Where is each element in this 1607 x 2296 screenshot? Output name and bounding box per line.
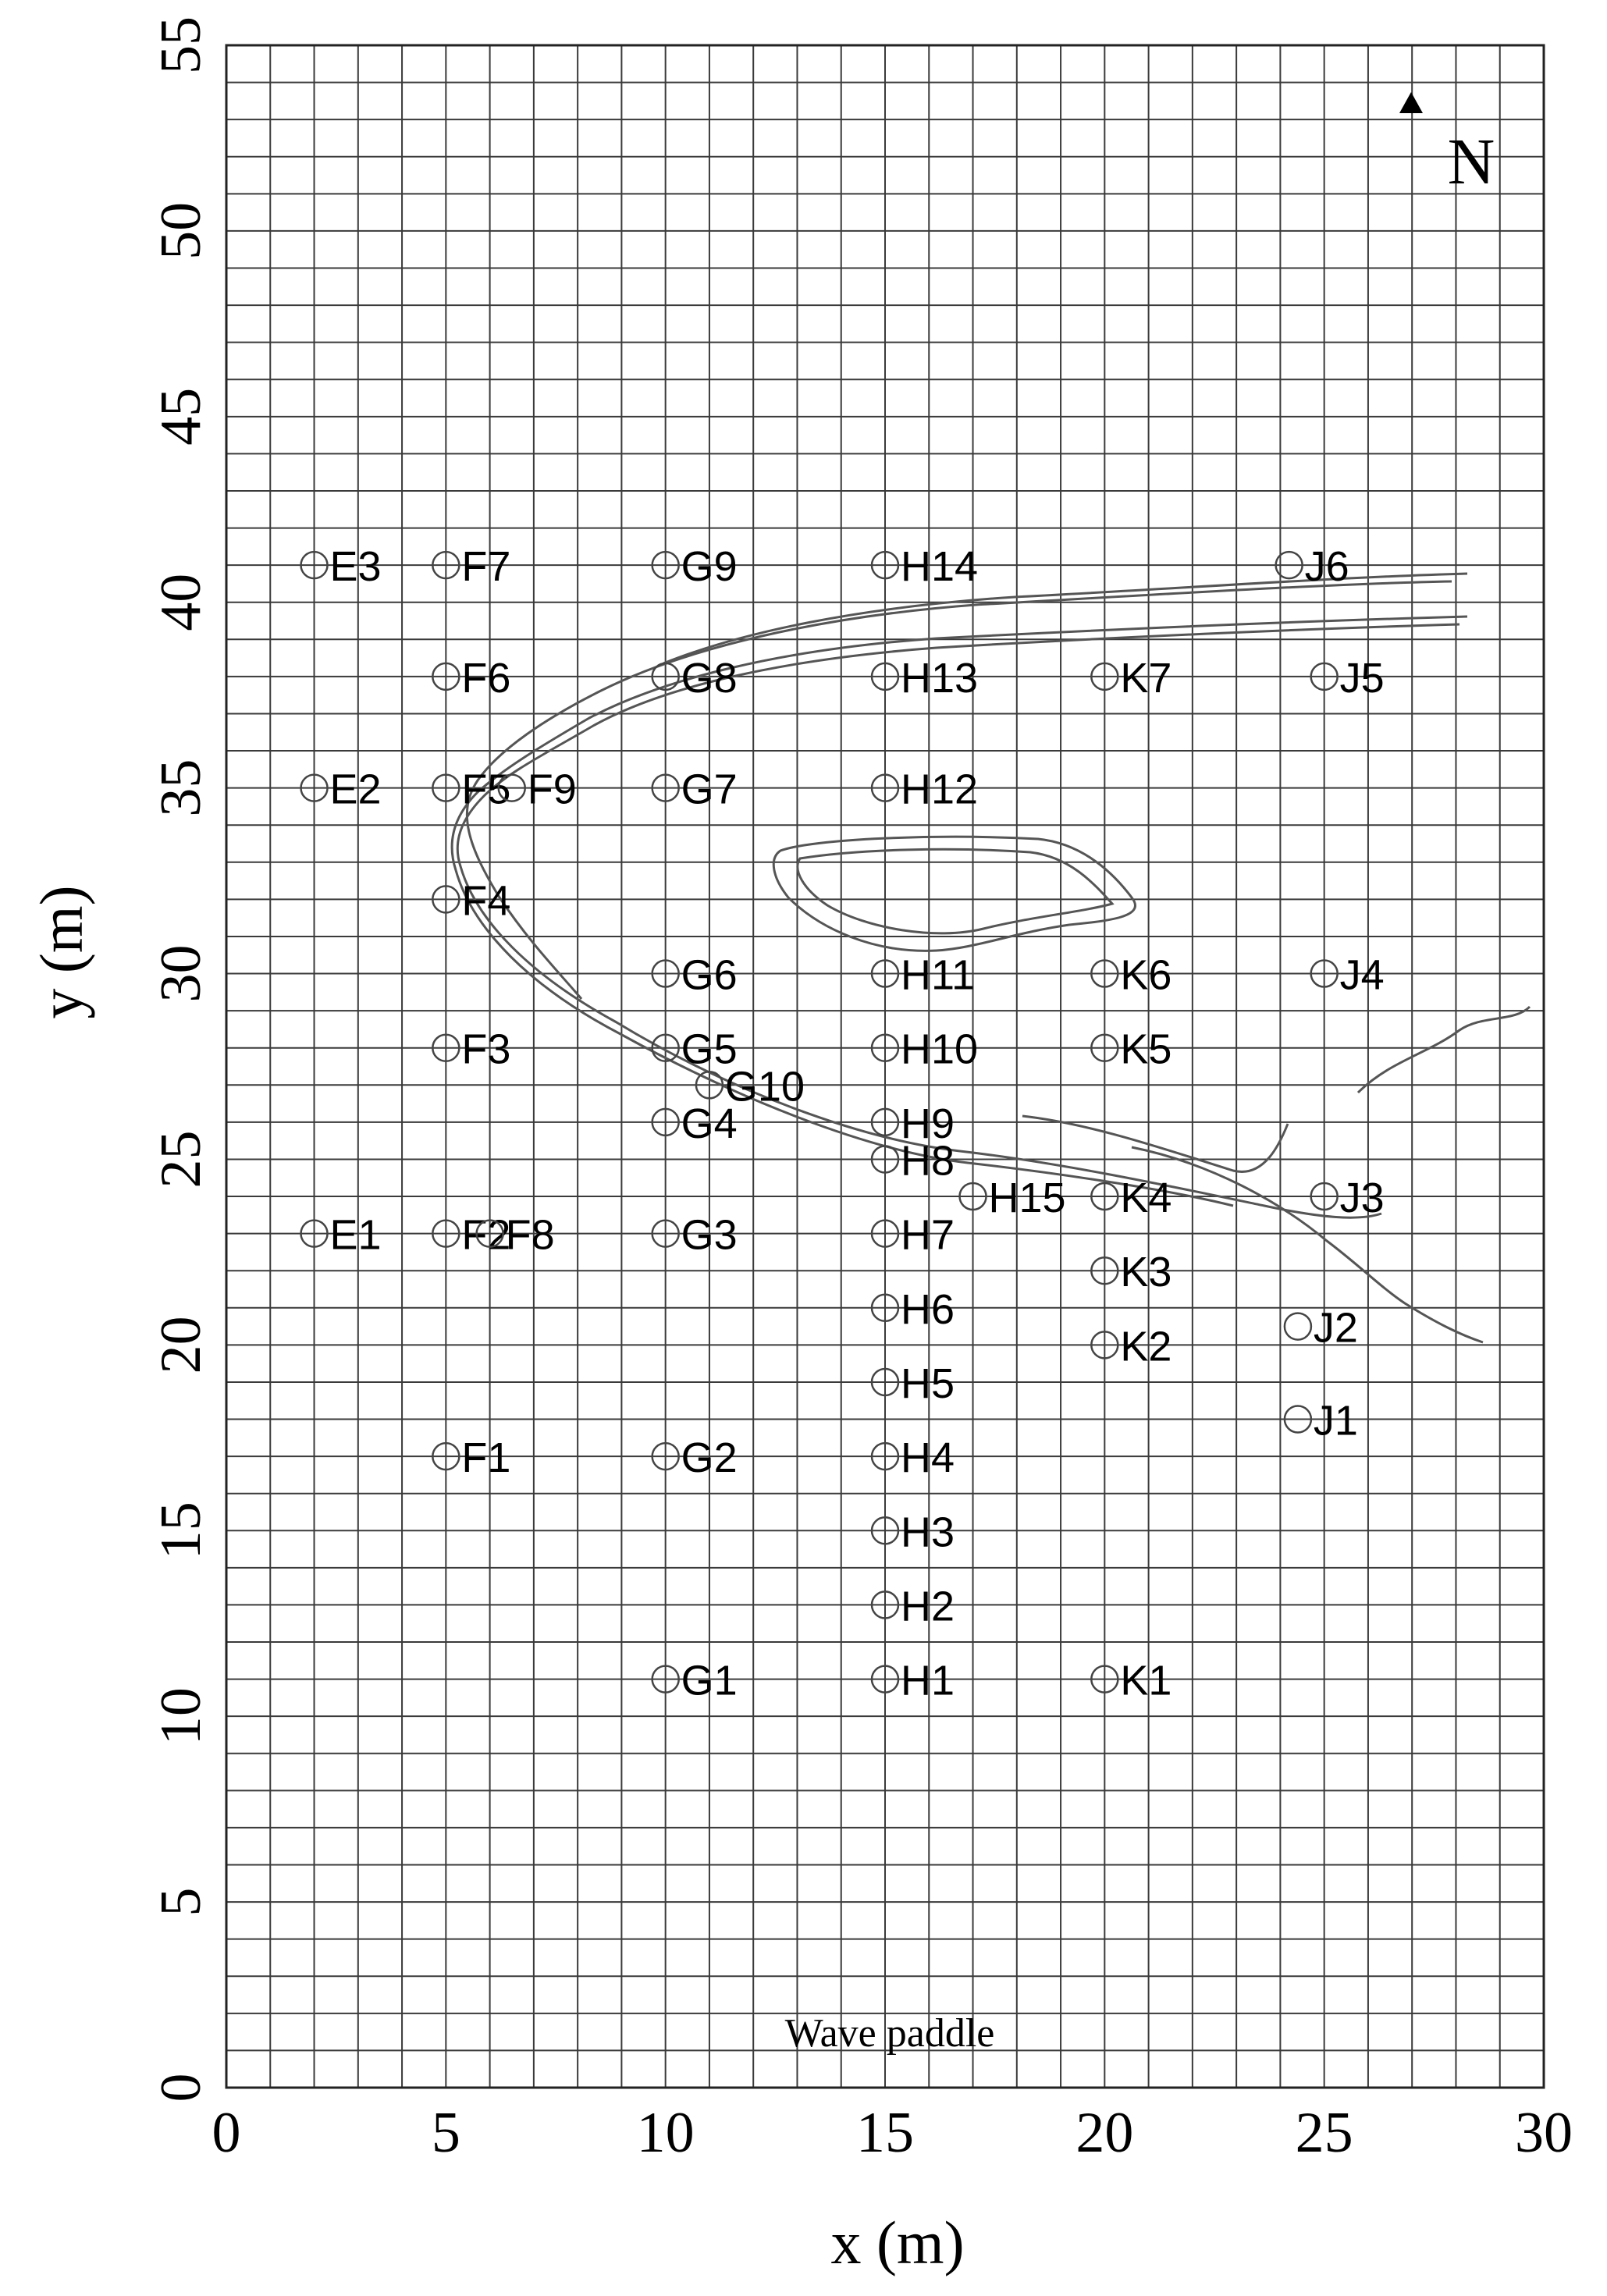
gauge-label: H10: [901, 1025, 979, 1073]
gauge-label: E3: [329, 543, 382, 591]
x-tick-label: 20: [1075, 2101, 1134, 2165]
gauge-label: G2: [681, 1434, 738, 1482]
gauge-label: F2: [461, 1211, 511, 1259]
gauge-label: F3: [461, 1025, 511, 1073]
x-tick-label: 25: [1295, 2101, 1353, 2165]
north-label: N: [1447, 126, 1495, 198]
gauge-label: G5: [681, 1025, 738, 1073]
gauge-label: G1: [681, 1657, 738, 1704]
gauge-label: J4: [1339, 951, 1385, 999]
shore-contour-east: [1022, 1116, 1288, 1171]
shore-contour-fragment: [1358, 1007, 1530, 1093]
y-tick-label: 55: [149, 16, 213, 74]
gauge-label: H7: [901, 1211, 955, 1259]
y-tick-label: 0: [149, 2073, 213, 2102]
gauge-label: F7: [461, 543, 511, 591]
gauge-label: H11: [901, 951, 976, 999]
gauge-label: G6: [681, 951, 738, 999]
gauge-label: G8: [681, 654, 738, 702]
wave-paddle-label: Wave paddle: [784, 2011, 995, 2056]
gauge-label: F1: [461, 1434, 511, 1482]
gauge-marker: [1285, 1313, 1311, 1340]
y-tick-label: 35: [149, 759, 213, 817]
gauge-label: K6: [1120, 951, 1172, 999]
y-tick-label: 45: [149, 387, 213, 446]
bar-contour-mid: [452, 617, 1467, 1206]
gauge-label: H4: [901, 1434, 955, 1482]
gauge-label: F4: [461, 877, 511, 925]
gauge-label: H12: [901, 766, 979, 813]
gauge-label: H8: [901, 1137, 955, 1185]
gauge-label: G7: [681, 766, 738, 813]
gauge-label: G4: [681, 1100, 738, 1147]
gauge-label: K3: [1120, 1249, 1172, 1296]
gauge-label: J5: [1339, 654, 1385, 702]
gauge-label: H15: [988, 1175, 1066, 1222]
gauge-label: J2: [1313, 1304, 1358, 1352]
gauge-label: J6: [1304, 543, 1349, 591]
gauge-label: H14: [901, 543, 979, 591]
shore-contour-southeast: [1132, 1147, 1483, 1342]
gauge-label: H3: [901, 1509, 955, 1556]
gauge-label: G10: [724, 1063, 805, 1111]
y-tick-label: 30: [149, 944, 213, 1003]
gauge-label: K5: [1120, 1025, 1172, 1073]
gauge-label: K4: [1120, 1175, 1172, 1222]
grid-lines: [226, 45, 1544, 2088]
gauge-label: F9: [527, 766, 577, 813]
gauge-label: H5: [901, 1359, 955, 1407]
x-tick-label: 30: [1515, 2101, 1573, 2165]
north-arrow: [1399, 92, 1495, 198]
gauge-label: H9: [901, 1100, 955, 1147]
gauge-label: H13: [901, 654, 979, 702]
gauge-label: K2: [1120, 1323, 1172, 1370]
y-tick-label: 20: [149, 1316, 213, 1374]
gauge-label: E2: [329, 766, 382, 813]
gauge-label: K1: [1120, 1657, 1172, 1704]
gauge-label: J1: [1313, 1397, 1358, 1445]
y-tick-label: 15: [149, 1502, 213, 1560]
gauge-label: F6: [461, 654, 511, 702]
y-axis-title: y (m): [27, 885, 95, 1019]
y-tick-label: 25: [149, 1130, 213, 1189]
gauge-label: E1: [329, 1211, 382, 1259]
y-tick-label: 40: [149, 573, 213, 631]
gauge-label: H6: [901, 1285, 955, 1333]
x-tick-label: 5: [431, 2101, 460, 2165]
y-tick-label: 50: [149, 201, 213, 260]
y-tick-label: 10: [149, 1687, 213, 1746]
gauge-label: K7: [1120, 654, 1172, 702]
x-tick-label: 0: [212, 2101, 241, 2165]
x-axis-title: x (m): [830, 2209, 965, 2276]
north-arrow-icon: [1399, 92, 1423, 113]
x-tick-label: 10: [636, 2101, 695, 2165]
gauge-label: G9: [681, 543, 738, 591]
gauge-label: J3: [1339, 1175, 1385, 1222]
gauge-label: H2: [901, 1583, 955, 1630]
x-tick-label: 15: [856, 2101, 914, 2165]
gauge-label: G3: [681, 1211, 738, 1259]
gauge-label: F8: [505, 1211, 555, 1259]
gauge-label: F5: [461, 766, 511, 813]
y-tick-label: 5: [149, 1887, 213, 1917]
gauge-label: H1: [901, 1657, 955, 1704]
